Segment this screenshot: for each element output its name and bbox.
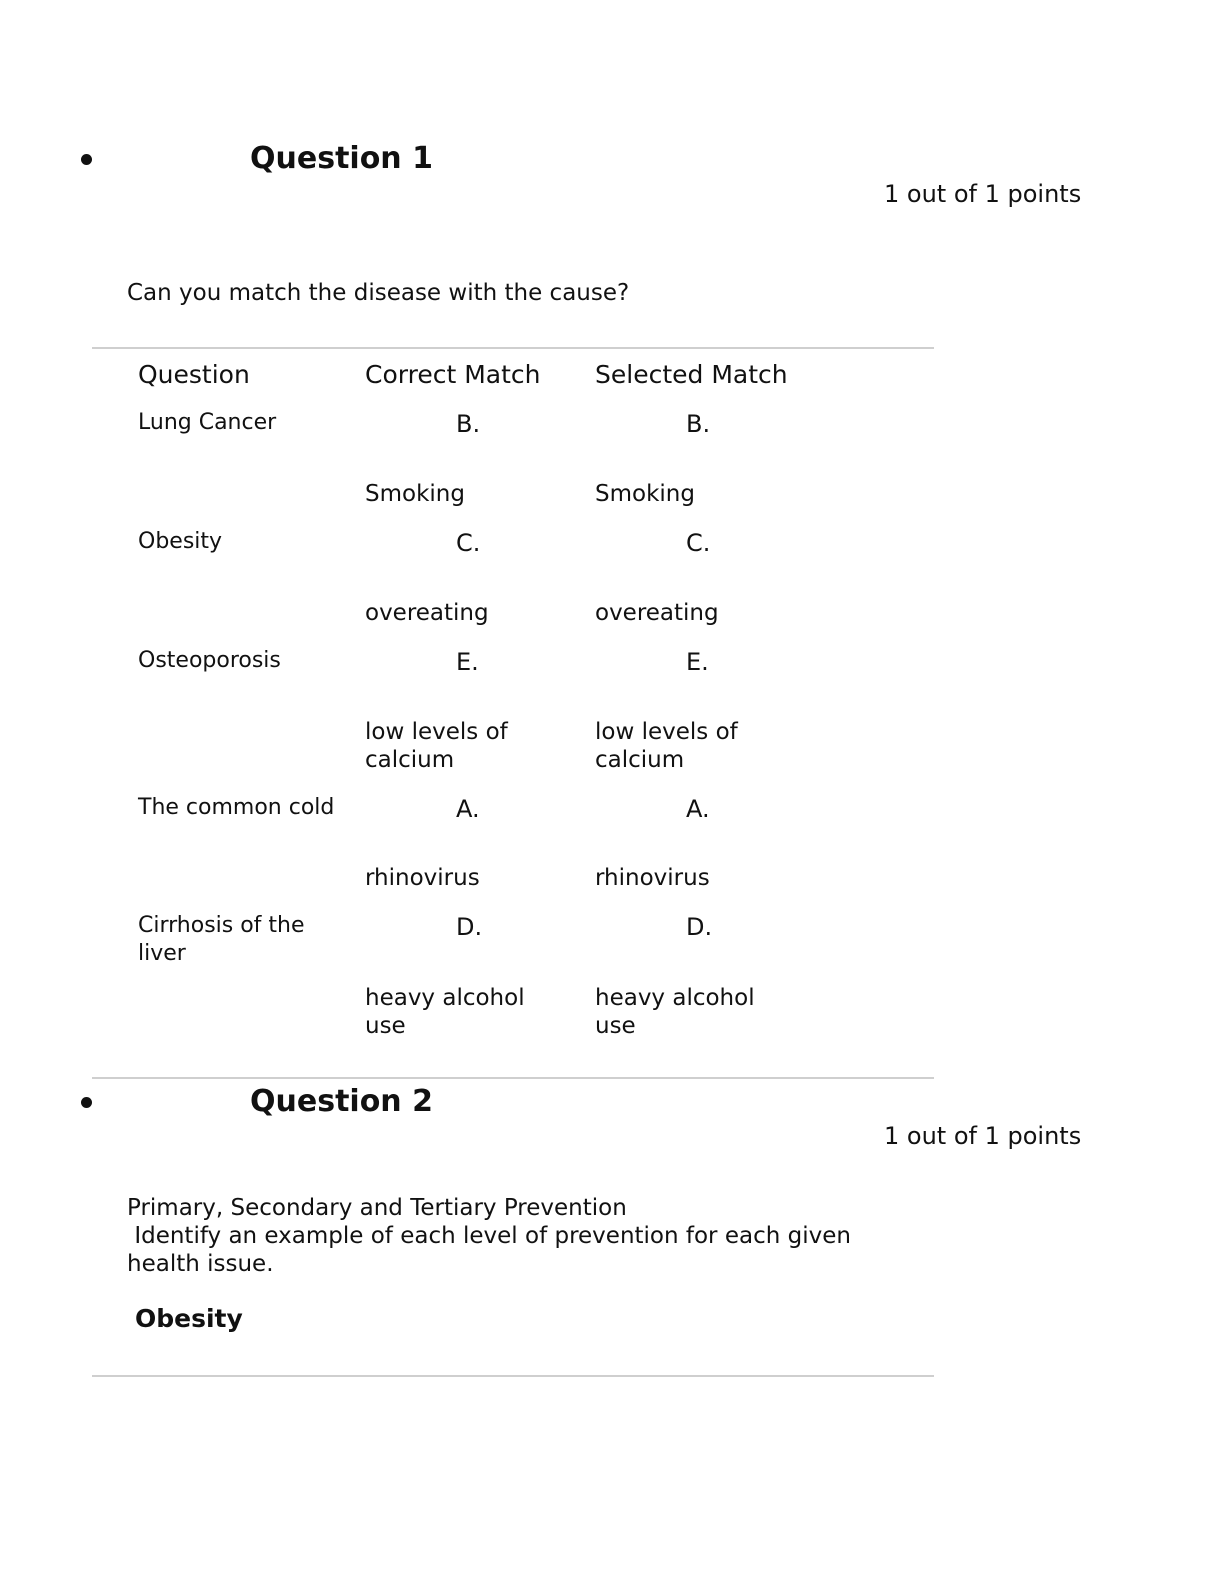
- column-header-selected-match: Selected Match: [595, 360, 788, 389]
- table-row-question: Osteoporosis: [138, 648, 281, 673]
- health-issue-label: Obesity: [135, 1304, 243, 1333]
- correct-match-text: rhinovirus: [365, 865, 480, 891]
- correct-match-text: overeating: [365, 600, 489, 626]
- question-1-points: 1 out of 1 points: [884, 180, 1082, 208]
- question-2-prompt: Identify an example of each level of prevention for each given health issue.: [127, 1223, 859, 1277]
- correct-match-letter: D.: [456, 913, 483, 941]
- selected-match-text: overeating: [595, 600, 719, 626]
- selected-match-letter: E.: [686, 648, 709, 676]
- selected-match-text: Smoking: [595, 481, 695, 507]
- question-1-prompt: Can you match the disease with the cause?: [127, 280, 630, 306]
- question-1-title: Question 1: [250, 141, 433, 176]
- table-row-question: Lung Cancer: [138, 410, 277, 435]
- table-row-question: Cirrhosis of the liver: [138, 913, 305, 966]
- correct-match-text: low levels of calcium: [365, 719, 508, 773]
- divider: [92, 347, 934, 349]
- selected-match-text: heavy alcohol use: [595, 985, 755, 1039]
- table-row-question: Obesity: [138, 529, 223, 554]
- correct-match-letter: C.: [456, 529, 481, 557]
- bullet-marker: [81, 1097, 92, 1108]
- selected-match-text: rhinovirus: [595, 865, 710, 891]
- question-2-heading: Primary, Secondary and Tertiary Prevention: [127, 1195, 627, 1221]
- selected-match-text: low levels of calcium: [595, 719, 738, 773]
- question-2-title: Question 2: [250, 1084, 433, 1119]
- selected-match-letter: A.: [686, 795, 710, 823]
- divider: [92, 1077, 934, 1079]
- correct-match-letter: A.: [456, 795, 480, 823]
- selected-match-letter: D.: [686, 913, 713, 941]
- table-row-question: The common cold: [138, 795, 335, 820]
- correct-match-letter: E.: [456, 648, 479, 676]
- correct-match-text: Smoking: [365, 481, 465, 507]
- correct-match-letter: B.: [456, 410, 481, 438]
- correct-match-text: heavy alcohol use: [365, 985, 525, 1039]
- bullet-marker: [81, 154, 92, 165]
- selected-match-letter: C.: [686, 529, 711, 557]
- column-header-correct-match: Correct Match: [365, 360, 541, 389]
- column-header-question: Question: [138, 360, 250, 389]
- divider: [92, 1375, 934, 1377]
- question-2-points: 1 out of 1 points: [884, 1122, 1082, 1150]
- selected-match-letter: B.: [686, 410, 711, 438]
